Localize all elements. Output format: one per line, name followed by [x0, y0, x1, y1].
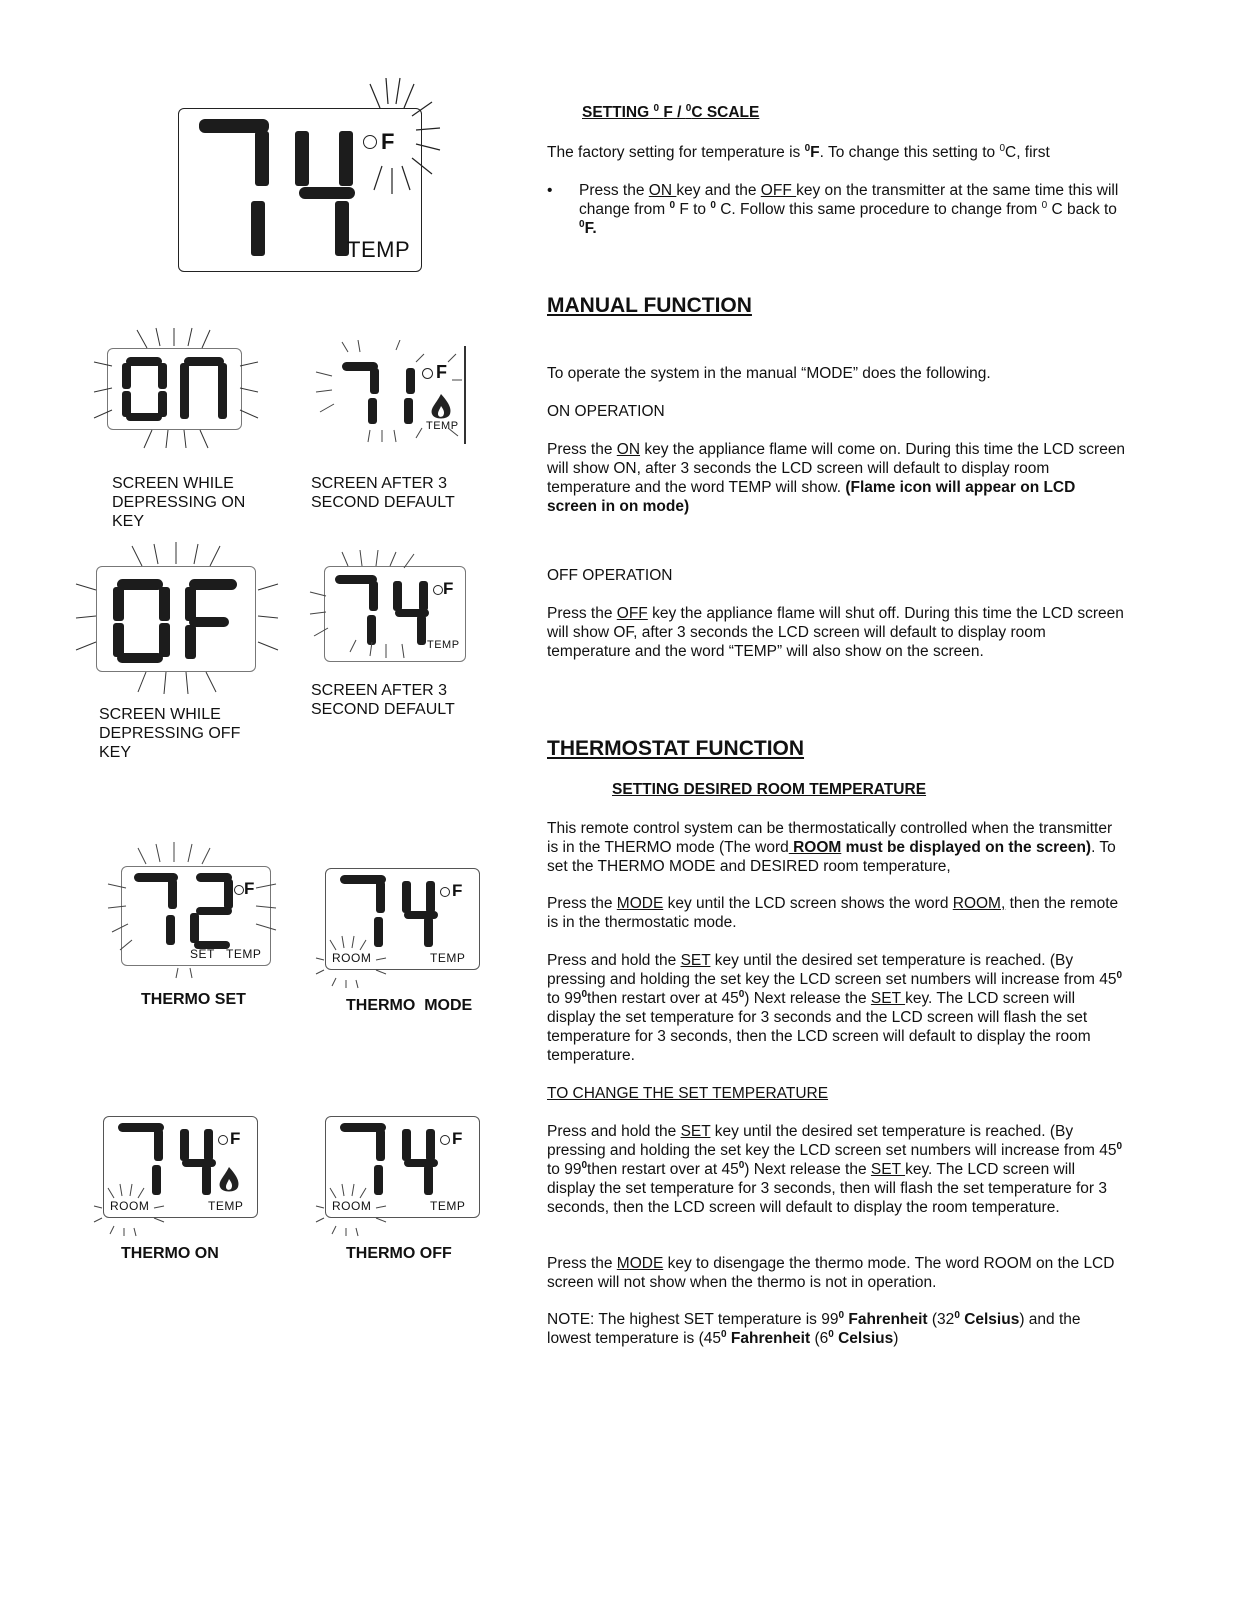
degree-superscript: 0	[685, 103, 692, 114]
flash-rays-icon	[306, 548, 482, 672]
text-span: Fahrenheit	[848, 1311, 928, 1328]
degree-superscript: 0	[1116, 1141, 1123, 1152]
text-span: Press the	[547, 605, 617, 622]
flame-icon	[216, 1165, 242, 1195]
fahrenheit-unit: F	[244, 879, 255, 898]
lcd-segment	[251, 201, 265, 256]
lcd-segment	[426, 1129, 435, 1161]
text-span: key until the desired set temperature is reached. (By pressing and holding the set key the LCD screen set numbers will increase from 45	[547, 1123, 1117, 1159]
degree-icon	[218, 1135, 228, 1145]
text-span: to 99	[547, 1161, 582, 1178]
lcd-room-label: ROOM	[110, 1199, 150, 1213]
scale-paragraph	[547, 143, 1127, 162]
text-span: to 99	[547, 990, 582, 1007]
screen-after-on-caption: SCREEN AFTER 3 SECOND DEFAULT	[311, 475, 455, 511]
text-span: (6	[810, 1330, 829, 1347]
lcd-segment	[424, 1165, 433, 1195]
flash-rays-icon	[106, 840, 282, 980]
degree-superscript: 0	[738, 989, 745, 1000]
screen-on-caption: SCREEN WHILE DEPRESSING ON KEY	[112, 475, 246, 530]
lcd-room-label: ROOM	[332, 1199, 372, 1213]
set-key-ref: SET	[870, 1161, 906, 1178]
lcd-segment	[255, 131, 269, 186]
text-span: NOTE: The highest SET temperature is 99	[547, 1311, 839, 1328]
text-span: Press the	[547, 895, 617, 912]
fahrenheit-unit: F	[452, 881, 463, 900]
text-span: must be displayed on the screen)	[841, 839, 1092, 856]
lcd-temp-label: TEMP	[426, 420, 459, 432]
text-span: Celsius	[838, 1330, 894, 1347]
off-key-ref: OFF	[616, 605, 648, 622]
degree-superscript: 0	[999, 143, 1005, 154]
text-span: ) Next release the	[744, 990, 871, 1007]
text-span: then restart over at 45	[587, 1161, 739, 1178]
text-span: F.	[584, 220, 597, 237]
lcd-set-label: SET	[190, 947, 215, 961]
degree-icon	[440, 1135, 450, 1145]
fahrenheit-unit: F	[452, 1129, 463, 1148]
screen-off-caption: SCREEN WHILE DEPRESSING OFF KEY	[99, 706, 241, 761]
scale-heading	[582, 104, 759, 122]
scale-heading-text: C SCALE	[691, 104, 760, 121]
lcd-segment	[180, 1129, 189, 1161]
lcd-segment	[376, 881, 385, 913]
degree-superscript: 0	[721, 1329, 727, 1340]
thermo-paragraph-3	[547, 951, 1127, 1065]
lcd-temp-label: TEMP	[208, 1199, 244, 1213]
text-span: . To change this setting to	[819, 144, 1000, 161]
flash-rays-icon	[92, 326, 262, 450]
scale-heading-text: F /	[663, 104, 686, 121]
lcd-temp-label: TEMP	[226, 947, 262, 961]
text-span: Fahrenheit	[730, 1330, 811, 1347]
on-operation-paragraph	[547, 440, 1127, 516]
text-span: . To set the THERMO MODE and DESIRED room temperature,	[547, 839, 1116, 875]
screen-after-off-caption: SCREEN AFTER 3 SECOND DEFAULT	[311, 682, 455, 718]
flash-rays-icon	[316, 930, 396, 990]
text-span: F	[810, 144, 820, 161]
degree-superscript: 0	[581, 989, 588, 1000]
text-span: then restart over at 45	[587, 990, 739, 1007]
text-span: key. The LCD screen will display the set temperature for 3 seconds and the LCD screen will flash the set temperature for 3 seconds, then the LCD screen will default to display the room temperature.	[547, 990, 1091, 1064]
text-span: ) and the lowest temperature is (45	[547, 1311, 1081, 1347]
lcd-segment	[295, 131, 309, 186]
fahrenheit-unit: F	[443, 579, 454, 598]
manual-function-heading: MANUAL FUNCTION	[547, 294, 752, 317]
text-span: C, first	[1005, 144, 1050, 161]
flash-rays-icon	[340, 70, 450, 200]
degree-superscript: 0	[653, 103, 660, 114]
degree-superscript: 0	[710, 200, 716, 211]
lcd-temp-label: TEMP	[430, 951, 466, 965]
degree-superscript: 0	[669, 200, 676, 211]
on-operation-heading: ON OPERATION	[547, 403, 665, 420]
change-temp-heading: TO CHANGE THE SET TEMPERATURE	[547, 1085, 829, 1102]
change-paragraph-2	[547, 1254, 1127, 1292]
lcd-segment	[376, 1129, 385, 1161]
off-key-ref: OFF	[760, 182, 797, 199]
degree-superscript: 0	[1041, 200, 1048, 211]
degree-icon	[440, 887, 450, 897]
mode-key-ref: MODE	[616, 1255, 664, 1272]
text-span: key to disengage the thermo mode. The word ROOM on the LCD screen will not show when the thermo is not in operation.	[547, 1255, 1115, 1291]
thermo-paragraph-1	[547, 819, 1127, 876]
text-span: Press and hold the	[547, 952, 681, 969]
degree-superscript: 0	[838, 1310, 845, 1321]
scale-heading-text: SETTING	[582, 104, 650, 121]
text-span: Celsius	[964, 1311, 1020, 1328]
text-span: (32	[927, 1311, 955, 1328]
desired-temp-heading: SETTING DESIRED ROOM TEMPERATURE	[612, 781, 927, 798]
degree-superscript: 0	[954, 1310, 960, 1321]
lcd-segment	[204, 1129, 213, 1161]
set-key-ref: SET	[680, 952, 711, 969]
thermo-paragraph-2	[547, 894, 1127, 932]
flash-rays-icon	[76, 540, 280, 696]
thermo-set-caption: THERMO SET	[141, 991, 246, 1008]
bullet-dot: •	[547, 182, 553, 199]
text-span: key and the	[676, 182, 761, 199]
change-paragraph-1	[547, 1122, 1127, 1217]
degree-superscript: 0	[804, 143, 811, 154]
lcd-screen-after-on	[312, 340, 468, 446]
scale-bullet	[579, 181, 1127, 238]
flash-rays-icon	[94, 1178, 174, 1238]
thermo-mode-caption: THERMO MODE	[346, 997, 473, 1014]
lcd-segment	[182, 1159, 216, 1167]
text-span: Press the	[579, 182, 649, 199]
on-key-ref: ON	[648, 182, 677, 199]
lcd-temp-label: TEMP	[427, 639, 460, 651]
fahrenheit-unit: F	[436, 362, 447, 382]
on-key-ref: ON	[616, 441, 641, 458]
lcd-segment	[404, 1159, 438, 1167]
text-span: F to	[675, 201, 711, 218]
lcd-temp-label: TEMP	[430, 1199, 466, 1213]
degree-superscript: 0	[738, 1160, 745, 1171]
room-word-ref: ROOM	[788, 839, 842, 856]
lcd-segment	[402, 1129, 411, 1161]
text-span: ) Next release the	[744, 1161, 871, 1178]
lcd-segment	[404, 911, 438, 919]
text-span: key until the LCD screen shows the word	[663, 895, 953, 912]
lcd-segment	[202, 1165, 211, 1195]
text-span: key. The LCD screen will display the set temperature for 3 seconds, then will flash the set temperature for 3 seconds, then the LCD screen will default to display the room temperature.	[547, 1161, 1108, 1216]
thermo-on-caption: THERMO ON	[121, 1245, 219, 1262]
text-span: (Flame icon will appear on LCD screen in on mode)	[547, 479, 1076, 515]
thermo-off-caption: THERMO OFF	[346, 1245, 452, 1262]
text-span: C back to	[1047, 201, 1117, 218]
degree-superscript: 0	[1116, 970, 1123, 981]
text-span: key until the desired set temperature is reached. (By pressing and holding the set key the LCD screen set numbers will increase from 45	[547, 952, 1117, 988]
text-span: This remote control system can be thermostatically controlled when the transmitter is in the THERMO mode (The word	[547, 820, 1113, 856]
off-operation-heading: OFF OPERATION	[547, 567, 673, 584]
flash-rays-icon	[312, 340, 468, 446]
degree-superscript: 0	[828, 1329, 834, 1340]
set-key-ref: SET	[680, 1123, 711, 1140]
text-span: Press the	[547, 441, 617, 458]
flash-rays-icon	[316, 1178, 396, 1238]
text-span: then the remote is in the thermostatic mode.	[547, 895, 1119, 931]
degree-superscript: 0	[581, 1160, 588, 1171]
text-span: Press and hold the	[547, 1123, 681, 1140]
text-span: The factory setting for temperature is	[547, 144, 805, 161]
text-span: key the appliance flame will shut off. During this time the LCD screen will show OF, after 3 seconds the LCD screen will default to display room temperature and the word “TEMP” will also show on the screen.	[547, 605, 1124, 660]
text-span: key the appliance flame will come on. During this time the LCD screen will show ON, after 3 seconds the LCD screen will default to display room temperature and the word TEMP will show.	[547, 441, 1126, 496]
set-key-ref: SET	[870, 990, 906, 1007]
mode-key-ref: MODE	[616, 895, 664, 912]
room-word-ref: ROOM,	[952, 895, 1006, 912]
off-operation-paragraph	[547, 604, 1127, 661]
text-span: key on the transmitter at the same time this will change from	[579, 182, 1119, 218]
text-span: C. Follow this same procedure to change from	[715, 201, 1042, 218]
fahrenheit-unit: F	[230, 1129, 241, 1148]
lcd-segment	[424, 917, 433, 947]
lcd-room-label: ROOM	[332, 951, 372, 965]
lcd-temp-label: TEMP	[347, 237, 411, 262]
lcd-segment	[426, 881, 435, 913]
lcd-segment	[154, 1129, 163, 1161]
fahrenheit-unit: F	[381, 129, 395, 154]
note-paragraph	[547, 1310, 1127, 1348]
thermostat-function-heading: THERMOSTAT FUNCTION	[547, 737, 805, 760]
manual-intro: To operate the system in the manual “MODE” does the following.	[547, 365, 991, 382]
degree-superscript: 0	[579, 219, 585, 230]
text-span: Press the	[547, 1255, 617, 1272]
text-span: )	[893, 1330, 899, 1347]
lcd-segment	[402, 881, 411, 913]
